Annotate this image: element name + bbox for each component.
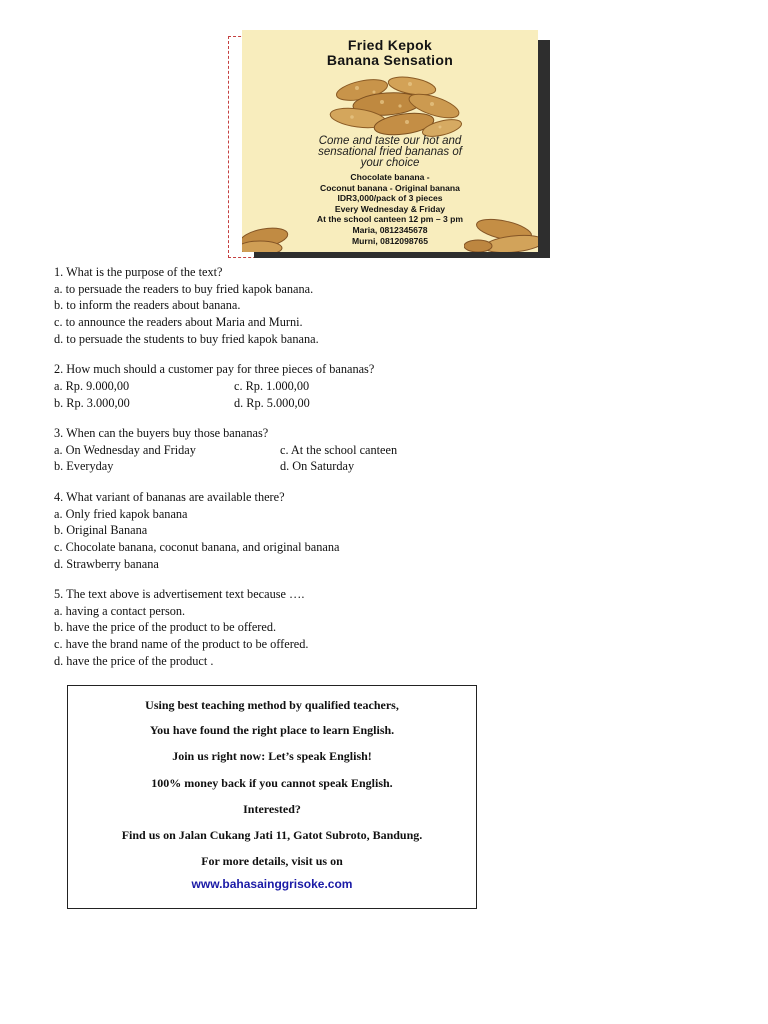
question-1 <box>54 264 734 348</box>
poster-title-line-2: Banana Sensation <box>326 52 454 68</box>
question-text: 3. When can the buyers buy those bananas? <box>54 426 269 440</box>
question-text: 1. What is the purpose of the text? <box>54 265 223 279</box>
poster-detail-line: Chocolate banana - <box>350 172 430 182</box>
ad-website-link[interactable]: www.bahasainggrisoke.com <box>191 877 353 891</box>
answer-row <box>54 395 734 412</box>
question-4 <box>54 489 734 573</box>
advertisement-poster <box>228 30 550 258</box>
answer-option: b. to inform the readers about banana. <box>54 298 241 313</box>
poster-detail-line: At the school canteen 12 pm – 3 pm <box>316 214 464 225</box>
answer-option: d. Rp. 5.000,00 <box>234 395 310 410</box>
answer-option: a. Only fried kapok banana <box>54 506 188 521</box>
question-text: 5. The text above is advertisement text because …. <box>54 587 305 601</box>
poster-detail-line: Every Wednesday & Friday <box>334 203 446 214</box>
poster-tagline <box>242 136 538 169</box>
poster-card <box>242 30 538 252</box>
banana-crumbs-left-icon <box>242 216 302 252</box>
poster-tagline-line: your choice <box>360 157 420 169</box>
answer-option: b. Everyday <box>54 459 114 474</box>
question-3 <box>54 425 734 475</box>
ad-text-line: Using best teaching method by qualified teachers, <box>145 698 399 712</box>
answer-option: a. Rp. 9.000,00 <box>54 378 130 393</box>
question-text: 2. How much should a customer pay for three pieces of bananas? <box>54 362 375 377</box>
answer-option: c. to announce the readers about Maria and Murni. <box>54 315 303 330</box>
poster-detail-line: IDR3,000/pack of 3 pieces <box>337 193 443 204</box>
answer-row <box>54 458 734 475</box>
ad-text-line: You have found the right place to learn English. <box>149 723 395 737</box>
poster-detail-line: Coconut banana - Original banana <box>320 182 460 193</box>
answer-option: a. to persuade the readers to buy fried kapok banana. <box>54 281 314 296</box>
answer-row <box>54 442 734 459</box>
poster-tagline-line: sensational fried bananas of <box>318 146 462 158</box>
banana-crumbs-right-icon <box>464 212 538 252</box>
ad-text-line: 100% money back if you cannot speak English. <box>151 776 393 790</box>
english-course-advertisement <box>67 685 477 909</box>
question-text: 4. What variant of bananas are available there? <box>54 489 285 504</box>
answer-option: b. Rp. 3.000,00 <box>54 395 130 410</box>
answer-option: d. Strawberry banana <box>54 556 159 571</box>
answer-option: c. At the school canteen <box>280 442 398 457</box>
poster-title-line-1: Fried Kepok <box>347 37 433 53</box>
answer-option: d. On Saturday <box>280 459 355 474</box>
poster-detail-line: Maria, 0812345678 <box>352 224 428 235</box>
ad-text-line: Find us on Jalan Cukang Jati 11, Gatot Subroto, Bandung. <box>121 828 423 842</box>
question-2 <box>54 361 734 411</box>
answer-row <box>54 378 734 395</box>
ad-text-line: Interested? <box>243 802 301 816</box>
poster-tagline-line: Come and taste our hot and <box>318 135 462 147</box>
answer-option: a. On Wednesday and Friday <box>54 442 196 457</box>
poster-title <box>242 38 538 68</box>
answer-option: d. to persuade the students to buy fried kapok banana. <box>54 331 319 346</box>
answer-option: c. have the brand name of the product to be offered. <box>54 637 309 652</box>
ad-text-line: Join us right now: Let’s speak English! <box>172 749 372 763</box>
answer-option: b. have the price of the product to be offered. <box>54 620 277 635</box>
answer-option: d. have the price of the product . <box>54 653 214 668</box>
question-5 <box>54 586 734 670</box>
question-list <box>54 264 734 683</box>
answer-option: c. Chocolate banana, coconut banana, and original banana <box>54 539 340 554</box>
fried-banana-pile-icon <box>322 72 472 142</box>
answer-option: a. having a contact person. <box>54 603 186 618</box>
answer-option: c. Rp. 1.000,00 <box>234 378 310 393</box>
answer-option: b. Original Banana <box>54 523 148 538</box>
poster-detail-line: Murni, 0812098765 <box>352 235 428 246</box>
ad-text-line: For more details, visit us on <box>201 854 343 868</box>
